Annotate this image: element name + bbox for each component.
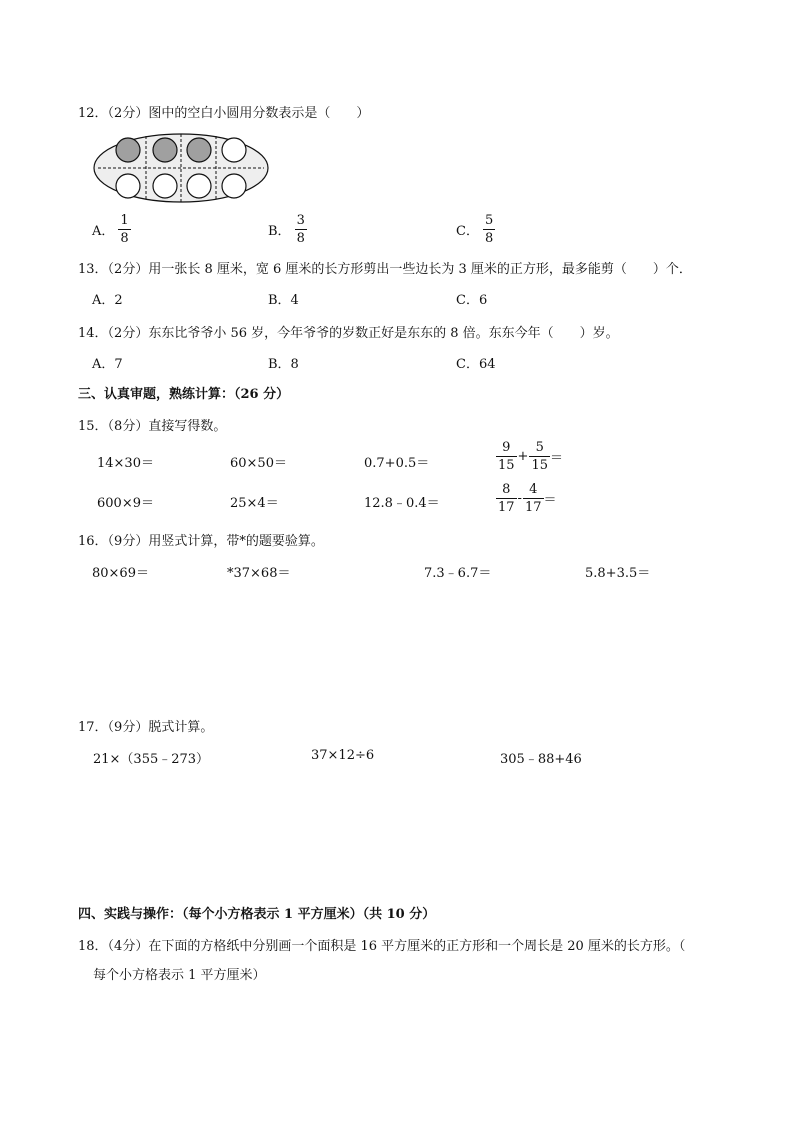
- fraction-numerator: 5: [535, 440, 544, 455]
- fraction-denominator: 17: [524, 500, 542, 515]
- q12-option-b[interactable]: [268, 214, 307, 245]
- fraction-denominator: 15: [498, 458, 515, 473]
- q13-option-c[interactable]: C．6: [456, 293, 488, 308]
- q15-item-4: [496, 441, 563, 472]
- q16-text: 16．（9分）用竖式计算，带*的题要验算。: [78, 534, 324, 549]
- fraction-denominator: 15: [531, 458, 548, 473]
- q15-item-3: 0.7+0.5＝: [364, 456, 430, 471]
- fraction-denominator: 8: [120, 231, 129, 246]
- blank-circle: [222, 138, 246, 162]
- q15-item-1: 14×30＝: [97, 456, 154, 471]
- q15-item-8: [496, 483, 557, 514]
- q12-text: 12．（2分）图中的空白小圆用分数表示是（ ）: [78, 106, 370, 121]
- shaded-circle: [187, 138, 211, 162]
- fraction-denominator: 8: [296, 231, 305, 246]
- q13-text: 13．（2分）用一张长 8 厘米，宽 6 厘米的长方形剪出一些边长为 3 厘米的正方形，最多能剪（ ）个．: [78, 262, 692, 277]
- q12-oval-figure: [92, 131, 270, 205]
- q17-text: 17．（9分）脱式计算。: [78, 720, 214, 735]
- fraction-numerator: 1: [120, 213, 129, 228]
- fraction: [118, 214, 130, 245]
- option-label: B．: [268, 224, 291, 239]
- shaded-circle: [116, 138, 140, 162]
- fraction: [496, 483, 517, 514]
- fraction-numerator: 3: [296, 213, 305, 228]
- blank-circle: [187, 174, 211, 198]
- q14-text: 14．（2分）东东比爷爷小 56 岁，今年爷爷的岁数正好是东东的 8 倍。东东今年（ ）岁。: [78, 326, 619, 341]
- q15-item-6: 25×4＝: [230, 496, 279, 511]
- option-label: A．: [92, 224, 115, 239]
- blank-circle: [222, 174, 246, 198]
- q13-option-b[interactable]: B．4: [268, 293, 299, 308]
- fraction-denominator: 17: [498, 500, 515, 515]
- fraction: [523, 483, 544, 514]
- blank-circle: [153, 174, 177, 198]
- fraction-numerator: 5: [484, 213, 494, 228]
- q15-item-7: 12.8﹣0.4＝: [364, 496, 440, 511]
- q18-text-line2: 每个小方格表示 1 平方厘米）: [93, 968, 266, 983]
- fraction: [295, 214, 307, 245]
- q17-item-2: 37×12÷6: [311, 748, 375, 763]
- q16-item-2: *37×68＝: [227, 566, 291, 581]
- q15-text: 15．（8分）直接写得数。: [78, 419, 227, 434]
- q18-text-line1: 18．（4分）在下面的方格纸中分别画一个面积是 16 平方厘米的正方形和一个周长是 20 厘米的长方形。（: [78, 939, 686, 954]
- option-label: C．: [456, 224, 479, 239]
- blank-circle: [116, 174, 140, 198]
- q13-option-a[interactable]: A．2: [92, 293, 123, 308]
- fraction: [483, 214, 495, 245]
- operator: +: [517, 449, 529, 464]
- q15-item-5: 600×9＝: [97, 496, 154, 511]
- q16-item-1: 80×69＝: [92, 566, 149, 581]
- operator: -: [517, 491, 522, 506]
- q16-item-4: 5.8+3.5＝: [585, 566, 651, 581]
- fraction-numerator: 8: [502, 482, 511, 497]
- equals-sign: ＝: [550, 451, 564, 466]
- q12-option-a[interactable]: [92, 214, 131, 245]
- fraction: [529, 441, 550, 472]
- q14-option-c[interactable]: C．64: [456, 357, 496, 372]
- q16-item-3: 7.3﹣6.7＝: [424, 566, 492, 581]
- q14-option-a[interactable]: A．7: [92, 357, 123, 372]
- q14-option-b[interactable]: B．8: [268, 357, 299, 372]
- fraction-numerator: 4: [529, 482, 538, 497]
- fraction: [496, 441, 517, 472]
- q17-item-1: 21×（355﹣273）: [93, 752, 210, 767]
- section-4-title: 四、实践与操作：（每个小方格表示 1 平方厘米）（共 10 分）: [78, 907, 436, 922]
- equals-sign: ＝: [543, 493, 557, 508]
- shaded-circle: [153, 138, 177, 162]
- fraction-denominator: 8: [484, 231, 494, 246]
- q17-item-3: 305﹣88+46: [500, 752, 582, 767]
- q15-item-2: 60×50＝: [230, 456, 287, 471]
- fraction-numerator: 9: [502, 440, 511, 455]
- section-3-title: 三、认真审题，熟练计算：（26 分）: [78, 387, 290, 402]
- q12-option-c[interactable]: [456, 214, 495, 245]
